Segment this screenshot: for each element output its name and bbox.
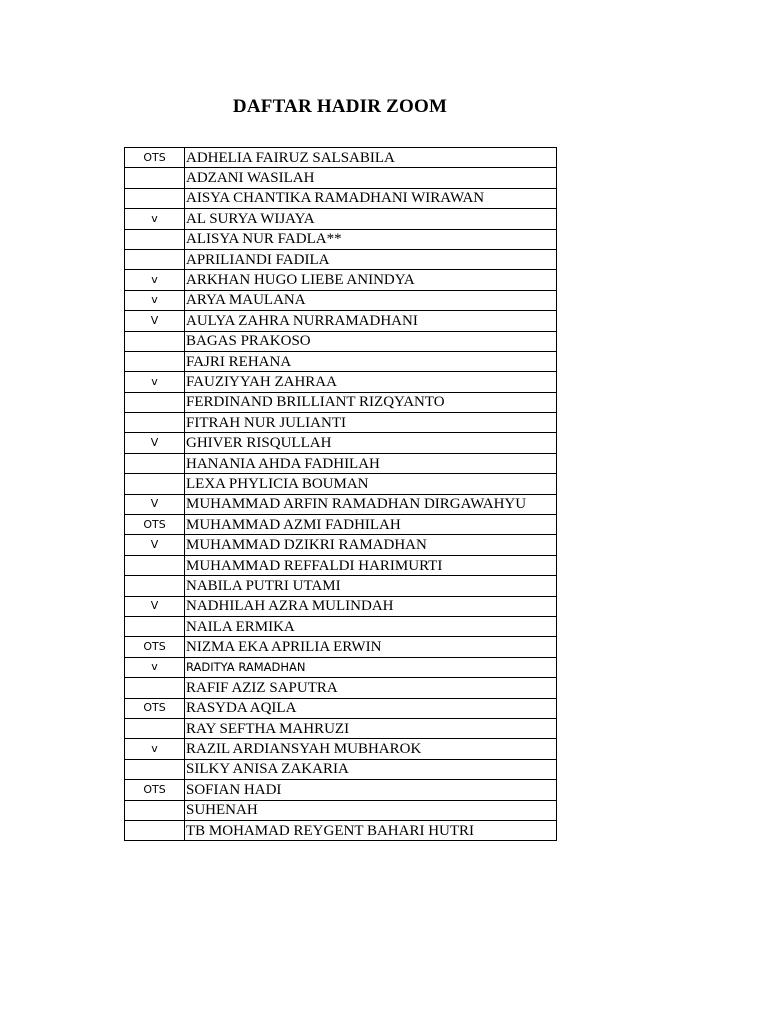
attendee-name-cell: LEXA PHYLICIA BOUMAN bbox=[185, 474, 557, 494]
attendance-mark-cell bbox=[125, 678, 185, 698]
table-row bbox=[125, 351, 557, 371]
attendee-name-cell: FERDINAND BRILLIANT RIZQYANTO bbox=[185, 392, 557, 412]
attendee-name-cell: SOFIAN HADI bbox=[185, 780, 557, 800]
attendance-mark-cell bbox=[125, 229, 185, 249]
table-row bbox=[125, 188, 557, 208]
table-row bbox=[125, 800, 557, 820]
table-row bbox=[125, 453, 557, 473]
table-row bbox=[125, 311, 557, 331]
attendance-table-body bbox=[125, 148, 557, 841]
attendee-name-cell: SUHENAH bbox=[185, 800, 557, 820]
attendee-name-cell: ADHELIA FAIRUZ SALSABILA bbox=[185, 148, 557, 168]
attendee-name-cell: RAFIF AZIZ SAPUTRA bbox=[185, 678, 557, 698]
attendance-mark-cell bbox=[125, 474, 185, 494]
attendance-mark-cell: v bbox=[125, 372, 185, 392]
attendee-name-cell: ARKHAN HUGO LIEBE ANINDYA bbox=[185, 270, 557, 290]
attendance-mark-cell bbox=[125, 800, 185, 820]
table-row bbox=[125, 678, 557, 698]
table-row bbox=[125, 596, 557, 616]
attendee-name-cell: AULYA ZAHRA NURRAMADHANI bbox=[185, 311, 557, 331]
attendance-mark-cell: V bbox=[125, 433, 185, 453]
attendance-mark-cell: OTS bbox=[125, 637, 185, 657]
attendance-mark-cell bbox=[125, 718, 185, 738]
table-row bbox=[125, 637, 557, 657]
table-row bbox=[125, 392, 557, 412]
attendee-name-cell: NAILA ERMIKA bbox=[185, 616, 557, 636]
table-row bbox=[125, 780, 557, 800]
attendance-mark-cell bbox=[125, 555, 185, 575]
attendance-mark-cell: v bbox=[125, 290, 185, 310]
table-row bbox=[125, 616, 557, 636]
attendee-name-cell: RADITYA RAMADHAN bbox=[185, 657, 557, 677]
attendance-table bbox=[124, 147, 557, 841]
attendee-name-cell: MUHAMMAD REFFALDI HARIMURTI bbox=[185, 555, 557, 575]
table-row bbox=[125, 576, 557, 596]
table-row bbox=[125, 555, 557, 575]
attendance-mark-cell: v bbox=[125, 209, 185, 229]
attendance-mark-cell: V bbox=[125, 494, 185, 514]
table-row bbox=[125, 535, 557, 555]
attendance-mark-cell bbox=[125, 576, 185, 596]
table-row bbox=[125, 820, 557, 840]
attendance-mark-cell: v bbox=[125, 270, 185, 290]
attendee-name-cell: RAY SEFTHA MAHRUZI bbox=[185, 718, 557, 738]
attendance-mark-cell bbox=[125, 759, 185, 779]
attendance-mark-cell: v bbox=[125, 739, 185, 759]
attendee-name-cell: TB MOHAMAD REYGENT BAHARI HUTRI bbox=[185, 820, 557, 840]
attendee-name-cell: AL SURYA WIJAYA bbox=[185, 209, 557, 229]
attendee-name-cell: APRILIANDI FADILA bbox=[185, 249, 557, 269]
attendee-name-cell: FAJRI REHANA bbox=[185, 351, 557, 371]
attendance-mark-cell bbox=[125, 331, 185, 351]
attendance-mark-cell: OTS bbox=[125, 780, 185, 800]
table-row bbox=[125, 657, 557, 677]
attendee-name-cell: GHIVER RISQULLAH bbox=[185, 433, 557, 453]
table-row bbox=[125, 229, 557, 249]
attendee-name-cell: ARYA MAULANA bbox=[185, 290, 557, 310]
document-title: DAFTAR HADIR ZOOM bbox=[232, 96, 448, 117]
table-row bbox=[125, 474, 557, 494]
attendee-name-cell: ADZANI WASILAH bbox=[185, 168, 557, 188]
attendee-name-cell: MUHAMMAD AZMI FADHILAH bbox=[185, 515, 557, 535]
attendance-mark-cell bbox=[125, 413, 185, 433]
table-row bbox=[125, 148, 557, 168]
table-row bbox=[125, 494, 557, 514]
table-row bbox=[125, 168, 557, 188]
attendance-mark-cell: OTS bbox=[125, 148, 185, 168]
table-row bbox=[125, 290, 557, 310]
attendance-mark-cell: v bbox=[125, 657, 185, 677]
attendee-name-cell: RAZIL ARDIANSYAH MUBHAROK bbox=[185, 739, 557, 759]
attendee-name-cell: HANANIA AHDA FADHILAH bbox=[185, 453, 557, 473]
attendee-name-cell: BAGAS PRAKOSO bbox=[185, 331, 557, 351]
table-row bbox=[125, 209, 557, 229]
attendee-name-cell: ALISYA NUR FADLA** bbox=[185, 229, 557, 249]
attendance-mark-cell bbox=[125, 168, 185, 188]
attendance-mark-cell: OTS bbox=[125, 515, 185, 535]
table-row bbox=[125, 331, 557, 351]
attendance-mark-cell: V bbox=[125, 596, 185, 616]
attendance-mark-cell bbox=[125, 453, 185, 473]
attendance-mark-cell: V bbox=[125, 311, 185, 331]
table-row bbox=[125, 372, 557, 392]
table-row bbox=[125, 739, 557, 759]
attendee-name-cell: MUHAMMAD ARFIN RAMADHAN DIRGAWAHYU bbox=[185, 494, 557, 514]
attendee-name-cell: FITRAH NUR JULIANTI bbox=[185, 413, 557, 433]
attendee-name-cell: NADHILAH AZRA MULINDAH bbox=[185, 596, 557, 616]
attendance-mark-cell: OTS bbox=[125, 698, 185, 718]
attendance-mark-cell bbox=[125, 616, 185, 636]
table-row bbox=[125, 718, 557, 738]
table-row bbox=[125, 270, 557, 290]
attendance-mark-cell bbox=[125, 249, 185, 269]
attendance-mark-cell: V bbox=[125, 535, 185, 555]
attendee-name-cell: SILKY ANISA ZAKARIA bbox=[185, 759, 557, 779]
table-row bbox=[125, 249, 557, 269]
attendee-name-cell: RASYDA AQILA bbox=[185, 698, 557, 718]
attendance-mark-cell bbox=[125, 820, 185, 840]
table-row bbox=[125, 698, 557, 718]
attendance-mark-cell bbox=[125, 392, 185, 412]
attendee-name-cell: MUHAMMAD DZIKRI RAMADHAN bbox=[185, 535, 557, 555]
attendee-name-cell: NIZMA EKA APRILIA ERWIN bbox=[185, 637, 557, 657]
table-row bbox=[125, 413, 557, 433]
table-row bbox=[125, 433, 557, 453]
table-row bbox=[125, 515, 557, 535]
attendee-name-cell: FAUZIYYAH ZAHRAA bbox=[185, 372, 557, 392]
table-row bbox=[125, 759, 557, 779]
attendee-name-cell: AISYA CHANTIKA RAMADHANI WIRAWAN bbox=[185, 188, 557, 208]
attendee-name-cell: NABILA PUTRI UTAMI bbox=[185, 576, 557, 596]
attendance-mark-cell bbox=[125, 188, 185, 208]
attendance-mark-cell bbox=[125, 351, 185, 371]
